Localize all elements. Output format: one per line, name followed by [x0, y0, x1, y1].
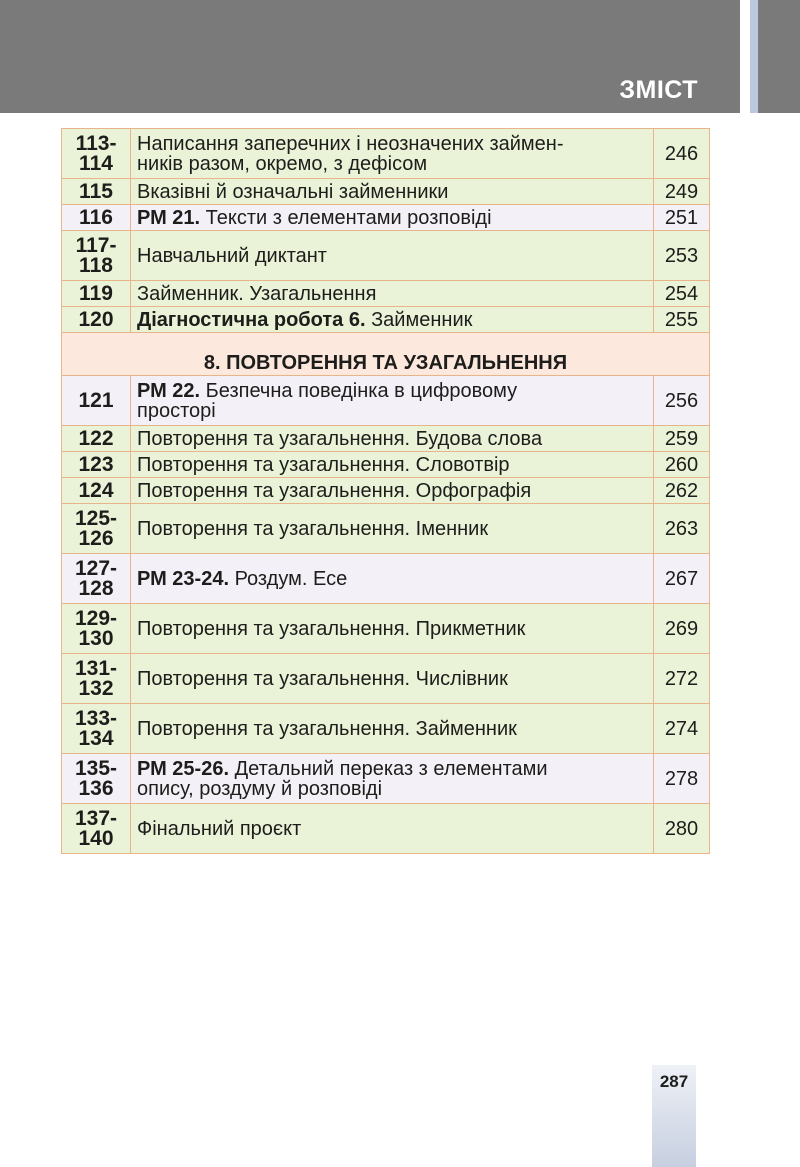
- section-heading-row: [62, 333, 710, 376]
- lesson-topic-text: Фінальний проєкт: [137, 817, 302, 840]
- table-row: [62, 129, 710, 179]
- lesson-topic-text: Навчальний диктант: [137, 244, 327, 267]
- lesson-number-text: 135- 136: [74, 756, 118, 800]
- lesson-topic: [131, 504, 654, 554]
- table-row: [62, 307, 710, 333]
- lesson-topic: [131, 452, 654, 478]
- lesson-number: [62, 478, 131, 504]
- page-ref: 262: [654, 478, 710, 504]
- lesson-number-text: 129- 130: [74, 606, 118, 650]
- page-ref: 272: [654, 654, 710, 704]
- table-row: [62, 704, 710, 754]
- lesson-topic: [131, 426, 654, 452]
- lesson-number-text: 117- 118: [75, 233, 117, 277]
- page-number: 287: [659, 1072, 689, 1091]
- lesson-topic-text: Тексти з елементами розповіді: [200, 206, 492, 229]
- page-ref: 253: [654, 231, 710, 281]
- page-ref: 254: [654, 281, 710, 307]
- lesson-number: [62, 281, 131, 307]
- table-row: [62, 179, 710, 205]
- lesson-topic-prefix: РМ 23-24.: [137, 567, 230, 590]
- lesson-topic-text: Роздум. Есе: [229, 567, 348, 590]
- lesson-topic: [131, 231, 654, 281]
- lesson-number-text: 115: [79, 179, 113, 203]
- lesson-topic: [131, 754, 654, 804]
- lesson-topic-prefix: РМ 25-26.: [137, 757, 230, 780]
- lesson-topic-text: Детальний переказ з елементами опису, роздуму й розповіді: [137, 757, 548, 800]
- lesson-topic-text: Повторення та узагальнення. Орфографія: [137, 479, 532, 502]
- lesson-number: [62, 129, 131, 179]
- table-row: [62, 478, 710, 504]
- lesson-topic: [131, 376, 654, 426]
- table-row: [62, 205, 710, 231]
- lesson-number: [62, 231, 131, 281]
- page-ref: 278: [654, 754, 710, 804]
- lesson-number: [62, 504, 131, 554]
- table-row: [62, 654, 710, 704]
- header-stripe-accent: [750, 0, 758, 113]
- lesson-number: [62, 604, 131, 654]
- lesson-topic-text: Займенник: [365, 308, 473, 331]
- lesson-topic-text: Повторення та узагальнення. Прикметник: [137, 617, 526, 640]
- lesson-number-text: 113- 114: [75, 131, 117, 175]
- lesson-number: [62, 452, 131, 478]
- lesson-topic: [131, 281, 654, 307]
- page-ref: 280: [654, 804, 710, 854]
- lesson-topic: [131, 478, 654, 504]
- lesson-number: [62, 654, 131, 704]
- lesson-number-text: 116: [79, 205, 113, 229]
- lesson-number: [62, 205, 131, 231]
- section-heading: 8. ПОВТОРЕННЯ ТА УЗАГАЛЬНЕННЯ: [62, 333, 710, 376]
- lesson-number: [62, 179, 131, 205]
- contents-table: [61, 128, 710, 854]
- lesson-topic: [131, 804, 654, 854]
- lesson-topic-prefix: РМ 22.: [137, 379, 201, 402]
- lesson-topic-text: Повторення та узагальнення. Словотвір: [137, 453, 510, 476]
- lesson-topic: [131, 307, 654, 333]
- lesson-topic: [131, 129, 654, 179]
- page-ref: 255: [654, 307, 710, 333]
- lesson-topic: [131, 654, 654, 704]
- page-ref: 260: [654, 452, 710, 478]
- page-ref: 246: [654, 129, 710, 179]
- header-bar: [0, 0, 740, 113]
- lesson-number: [62, 307, 131, 333]
- lesson-number-text: 121: [78, 388, 114, 412]
- page-ref: 274: [654, 704, 710, 754]
- lesson-number-text: 133- 134: [74, 706, 118, 750]
- lesson-number-text: 123: [78, 452, 114, 476]
- table-row: [62, 804, 710, 854]
- table-row: [62, 281, 710, 307]
- lesson-topic-text: Займенник. Узагальнення: [137, 282, 377, 305]
- page-title: ЗМІСТ: [619, 76, 698, 104]
- lesson-number-text: 122: [78, 426, 114, 450]
- lesson-number: [62, 376, 131, 426]
- lesson-topic-text: Безпечна поведінка в цифровому просторі: [137, 379, 518, 422]
- lesson-topic: [131, 179, 654, 205]
- lesson-number: [62, 426, 131, 452]
- table-row: [62, 554, 710, 604]
- header-stripe: [740, 0, 750, 113]
- lesson-number: [62, 754, 131, 804]
- page-ref: 256: [654, 376, 710, 426]
- page-ref: 249: [654, 179, 710, 205]
- lesson-topic-text: Написання заперечних і неозначених займен- ників разом, окремо, з дефісом: [137, 132, 564, 175]
- lesson-topic-text: Повторення та узагальнення. Будова слова: [137, 427, 543, 450]
- lesson-number-text: 137- 140: [74, 806, 118, 850]
- lesson-number: [62, 704, 131, 754]
- lesson-number: [62, 804, 131, 854]
- table-row: [62, 604, 710, 654]
- lesson-topic-text: Вказівні й означальні займенники: [137, 180, 449, 203]
- table-row: [62, 504, 710, 554]
- page-ref: 263: [654, 504, 710, 554]
- page-ref: 267: [654, 554, 710, 604]
- lesson-topic-text: Повторення та узагальнення. Іменник: [137, 517, 489, 540]
- lesson-number-text: 120: [78, 307, 114, 331]
- lesson-topic-prefix: Діагностична робота 6.: [137, 308, 366, 331]
- lesson-number-text: 125- 126: [74, 506, 118, 550]
- page-ref: 269: [654, 604, 710, 654]
- page-ref: 251: [654, 205, 710, 231]
- lesson-topic: [131, 205, 654, 231]
- lesson-topic: [131, 554, 654, 604]
- table-row: [62, 376, 710, 426]
- table-row: [62, 452, 710, 478]
- lesson-number-text: 119: [79, 281, 113, 305]
- lesson-topic-text: Повторення та узагальнення. Числівник: [137, 667, 508, 690]
- table-row: [62, 754, 710, 804]
- lesson-topic-text: Повторення та узагальнення. Займенник: [137, 717, 517, 740]
- lesson-topic-prefix: РМ 21.: [137, 206, 201, 229]
- lesson-number: [62, 554, 131, 604]
- header-stripe-end: [758, 0, 800, 113]
- lesson-topic: [131, 604, 654, 654]
- lesson-topic: [131, 704, 654, 754]
- lesson-number-text: 124: [78, 478, 114, 502]
- table-row: [62, 426, 710, 452]
- lesson-number-text: 127- 128: [74, 556, 118, 600]
- lesson-number-text: 131- 132: [74, 656, 118, 700]
- page-ref: 259: [654, 426, 710, 452]
- table-row: [62, 231, 710, 281]
